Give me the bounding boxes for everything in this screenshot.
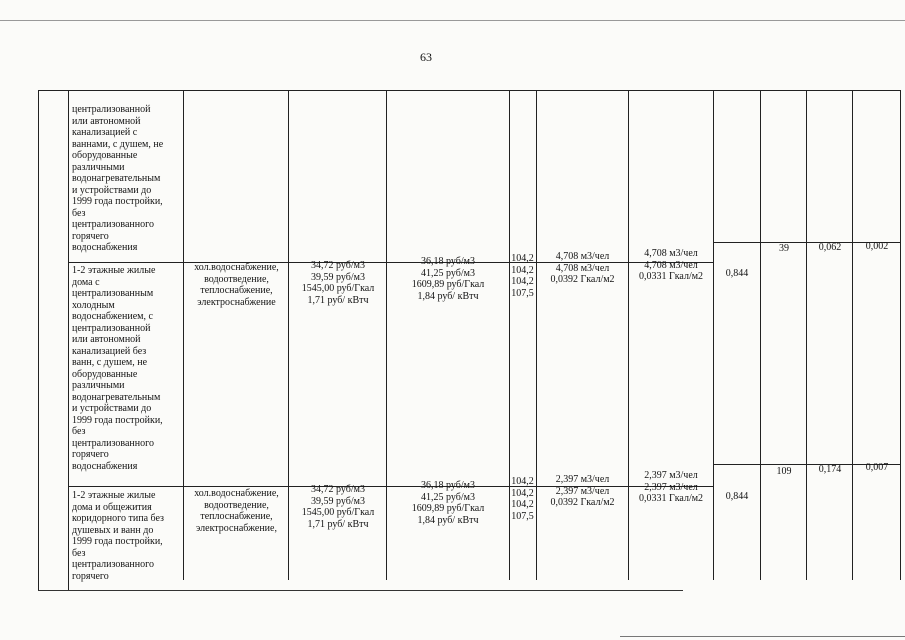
- row-1-norm-old: 4,708 м3/чел 4,708 м3/чел 0,0392 Гкал/м2: [550, 251, 615, 285]
- row-1-services: хол.водоснабжение, водоотведение, теплоснабжение, электроснабжение: [194, 262, 279, 308]
- scan-edge-line: [0, 20, 905, 21]
- row-0-description: централизованной или автономной канализацией с ваннами, с душем, не оборудованные различными водонагревательным и устройствами до 1999 года постройки, без централизованного горячего водоснабжения: [72, 104, 164, 253]
- row-2-norm-old: 2,397 м3/чел 2,397 м3/чел 0,0392 Гкал/м2: [550, 474, 615, 508]
- row-1-count: 109: [776, 466, 792, 477]
- row-0-share: 0,062: [818, 242, 842, 253]
- row-1-share: 0,174: [818, 464, 842, 475]
- page-number: 63: [420, 50, 432, 64]
- row-0-last: 0,002: [865, 241, 889, 252]
- row-2-coef: 0,844: [725, 491, 749, 502]
- row-0-count: 39: [779, 243, 789, 254]
- row-2-services: хол.водоснабжение, водоотведение, теплоснабжение, электроснабжение,: [194, 488, 279, 534]
- row-1-tariff-new: 36,18 руб/м3 41,25 руб/м3 1609,89 руб/Гкал 1,84 руб/ кВтч: [411, 256, 485, 302]
- row-1-last: 0,007: [865, 462, 889, 473]
- row-2-tariff-new: 36,18 руб/м3 41,25 руб/м3 1609,89 руб/Гкал 1,84 руб/ кВтч: [411, 480, 485, 526]
- row-2-index: 104,2 104,2 104,2 107,5: [511, 476, 534, 522]
- row-1-norm-new: 4,708 м3/чел 4,708 м3/чел 0,0331 Гкал/м2: [638, 248, 704, 282]
- row-1-coef: 0,844: [725, 268, 749, 279]
- row-2-tariff-old: 34,72 руб/м3 39,59 руб/м3 1545,00 руб/Гкал 1,71 руб/ кВтч: [301, 484, 375, 530]
- row-1-tariff-old: 34,72 руб/м3 39,59 руб/м3 1545,00 руб/Гкал 1,71 руб/ кВтч: [301, 260, 375, 306]
- row-2-norm-new: 2,397 м3/чел 2,397 м3/чел 0,0331 Гкал/м2: [638, 470, 704, 504]
- row-1-index: 104,2 104,2 104,2 107,5: [511, 253, 534, 299]
- scan-bottom-line: [620, 636, 905, 637]
- row-2-description: 1-2 этажные жилые дома и общежития коридорного типа без душевых и ванн до 1999 года постройки, без централизованного горячего: [72, 490, 164, 582]
- row-1-description: 1-2 этажные жилые дома с централизованным холодным водоснабжением, с централизованной или автономной канализацией без ванн, с душем, не оборудованные различными водонагревательным и устройствами до 1999 года постройки, без централизованного горячего водоснабжения: [72, 265, 163, 472]
